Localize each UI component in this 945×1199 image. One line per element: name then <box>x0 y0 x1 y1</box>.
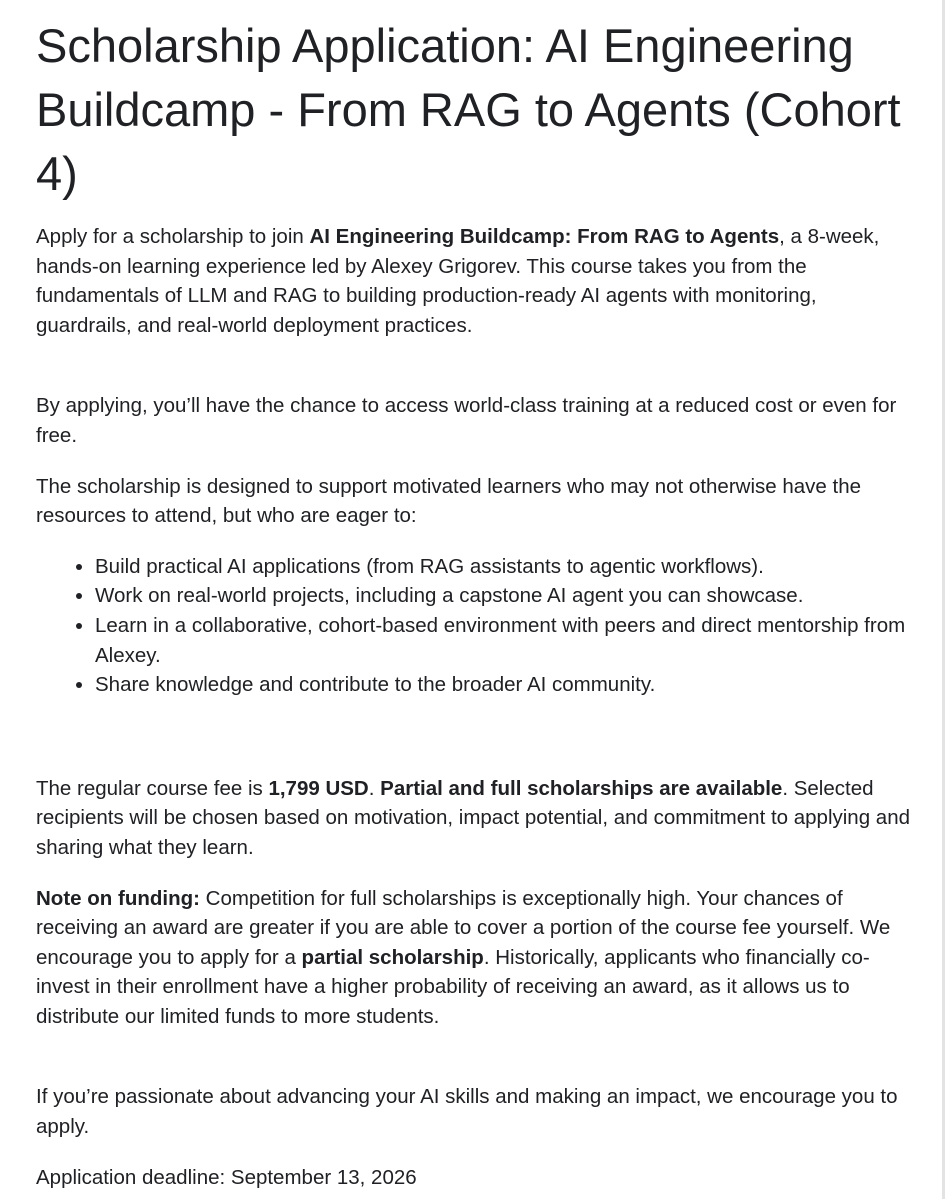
goals-list <box>36 552 916 700</box>
fee-availability: Partial and full scholarships are available <box>380 776 783 800</box>
fee-amount: 1,799 USD <box>268 776 369 800</box>
designed-paragraph: The scholarship is designed to support motivated learners who may not otherwise have the resources to attend, but who are eager to: <box>36 474 862 528</box>
list-item: • Learn in a collaborative, cohort-based environment with peers and direct mentorship from Alexey. <box>95 611 916 670</box>
list-item: • Share knowledge and contribute to the broader AI community. <box>95 670 916 700</box>
intro-suffix: , a 8-week, hands-on learning experience led by Alexey Grigorev. This course takes you from the fundamentals of LLM and RAG to building production-ready AI agents with monitoring, guardrails, and real-world deployment practices. <box>36 225 880 337</box>
funding-note-text: Competition for full scholarships is exceptionally high. Your chances of receiving an award are greater if you are able to cover a portion of the course fee yourself. We encourage you to apply for a <box>36 886 891 969</box>
list-item: • Work on real-world projects, including a capstone AI agent you can showcase. <box>95 581 916 611</box>
fee-paragraph <box>36 774 916 863</box>
funding-note-text-end: . Historically, applicants who financially co-invest in their enrollment have a higher probability of receiving an award, as it allows us to distribute our limited funds to more students. <box>36 945 870 1028</box>
fee-prefix: The regular course fee is <box>36 776 269 800</box>
intro-prefix: Apply for a scholarship to join <box>36 225 310 248</box>
deadline-text: Application deadline: September 13, 2026 <box>36 1165 417 1189</box>
list-item: • Build practical AI applications (from RAG assistants to agentic workflows). <box>95 552 916 582</box>
funding-note-label: Note on funding: <box>36 886 200 910</box>
form-header <box>36 0 916 1192</box>
applying-paragraph: By applying, you’ll have the chance to access world-class training at a reduced cost or even for free. <box>36 394 897 447</box>
course-name: AI Engineering Buildcamp: From RAG to Agents <box>309 225 780 248</box>
partial-scholarship-highlight: partial scholarship <box>301 945 484 969</box>
funding-note-paragraph <box>36 884 916 1032</box>
form-title: Scholarship Application: AI Engineering Buildcamp - From RAG to Agents (Cohort 4) <box>36 19 901 200</box>
intro-paragraph <box>36 222 916 340</box>
fee-separator: . <box>368 776 381 800</box>
encouragement-paragraph: If you’re passionate about advancing your AI skills and making an impact, we encourage you to apply. <box>36 1085 898 1139</box>
fee-suffix: . Selected recipients will be chosen based on motivation, impact potential, and commitment to applying and sharing what they learn. <box>36 776 911 859</box>
